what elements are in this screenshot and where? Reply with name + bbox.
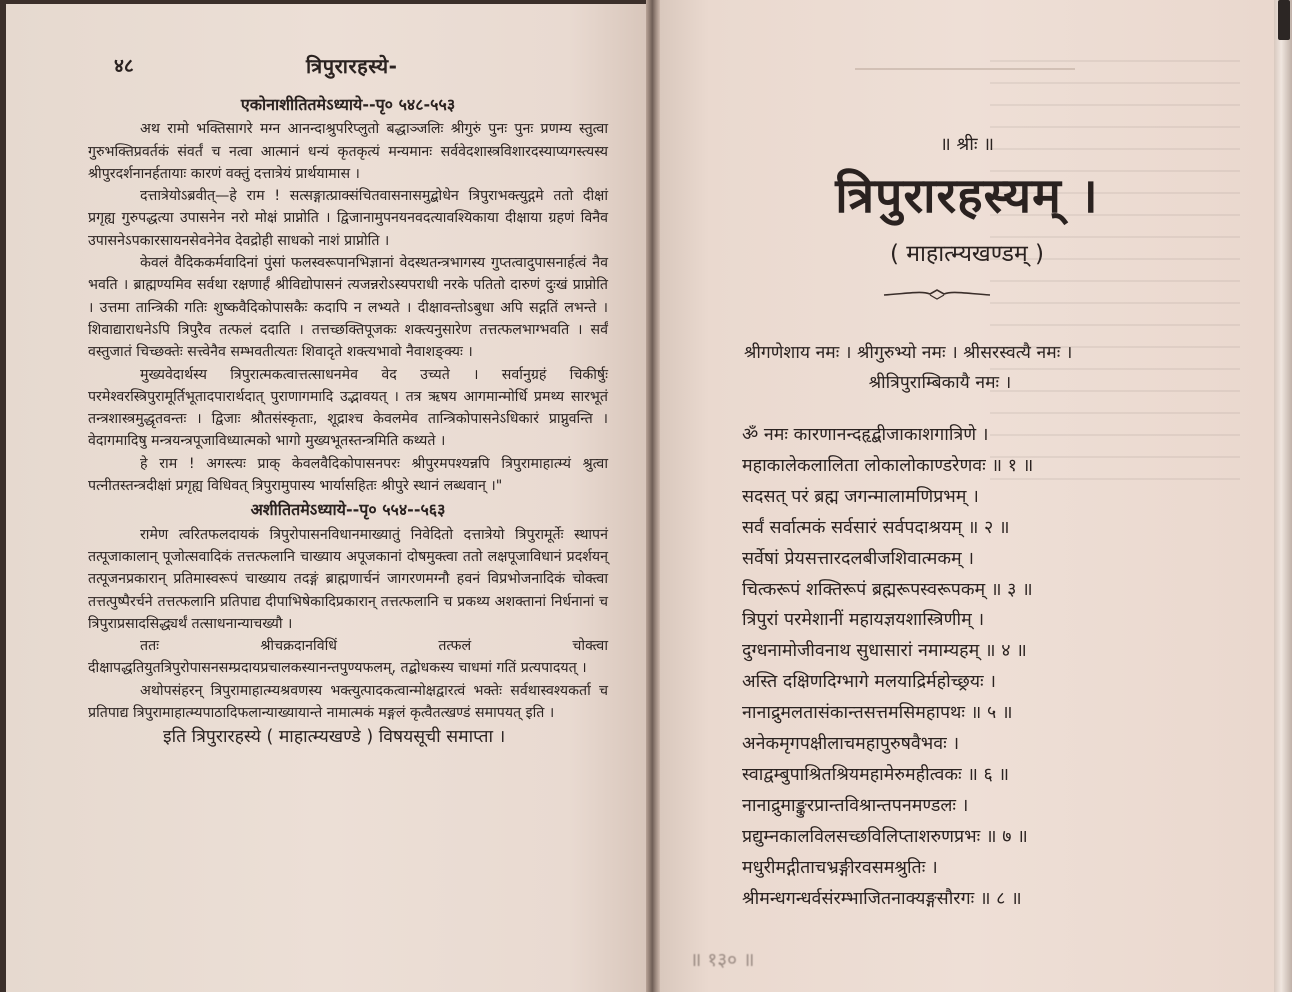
page-footer: ॥ १३० ॥ xyxy=(690,949,755,971)
paragraph: दत्तात्रेयोऽब्रवीत्—हे राम ! सत्सङ्गात्प्राक्संचितवासनासमुद्बोधेन त्रिपुराभक्त्युद्गमे ततो दीक्षां प्रगृह्य गुरुपद्धत्या उपासनेन नरो मोक्षं प्राप्नोति । द्विजानामुपनयनवदत्यावश्यिकाया दीक्षाया ग्रहणं विनैव उपासनेऽपकारसायनसेवनेनेव देवद्रोही साधको नाशं प्राप्नोति । xyxy=(88,188,608,249)
verse-line: नानाद्रुमाङ्कुरप्रान्तविश्रान्तपनमण्डलः । xyxy=(742,794,969,816)
verse-line: त्रिपुरां परमेशानीं महायज्ञयशास्त्रिणीम् । xyxy=(742,609,985,631)
page-number: ४८ xyxy=(114,55,134,77)
verse-line: महाकालेकलालिता लोकालोकाण्डरेणवः ॥ १ ॥ xyxy=(742,454,1034,476)
right-page xyxy=(660,0,1274,992)
paragraph: मुख्यवेदार्थस्य त्रिपुरात्मकत्वात्तत्साधनमेव वेद उच्यते । सर्वानुग्रहं चिकीर्षुः परमेश्वरस्त्रिपुरामूर्तिभूतादपारार्थदात् पुराणागमादि उद्भावयत् । तत्र ऋषय आगमान्मोर्धि प्रमथ्य सारभूतं तन्त्रशास्त्रमुद्धृतवन्तः । द्विजाः श्रौतसंस्कृताः, शूद्राश्च केवलमेव तान्त्रिकोपासनेऽधिकारं प्राप्नुवन्ति । वेदागमादिषु मन्त्रयन्त्रपूजाविध्यात्मको भागो मुख्यभूतस्तन्त्रमिति कथ्यते । xyxy=(88,366,608,450)
invocation-line: श्रीगणेशाय नमः । श्रीगुरुभ्यो नमः । श्रीसरस्वत्यै नमः । xyxy=(744,343,1073,363)
page-tab xyxy=(1278,0,1290,40)
colophon: इति त्रिपुरारहस्ये ( माहात्म्यखण्डे ) विषयसूची समाप्ता । xyxy=(163,727,506,748)
paragraph: केवलं वैदिककर्मवादिनां पुंसां फलस्वरूपानभिज्ञानां वेदस्थतन्त्रभागस्य गुप्तत्वादुपासनार्हत्वं नैव भवति । ब्राह्मण्यमिव सर्वथा रक्षणार्हं श्रीविद्योपासनं त्यजन्नरोऽस्यपराधी नरके पतितो दारुणं दुःखं प्राप्नोति । उत्तमा तान्त्रिकी गतिः शुष्कवैदिकोपासकैः कदापि न लभ्यते । दीक्षावन्तोऽबुधा अपि सद्गतिं लभन्ते । शिवाद्याराधनेऽपि त्रिपुरैव तत्फलं ददाति । तत्तच्छक्तिपूजकः शक्त्यनुसारेण तत्तत्फलभाग्भवति । सर्वं वस्तुजातं चिच्छक्तेः सत्त्वेनैव सम्भवतीत्यतः शिवादृते शक्त्यभावो नैवाशङ्क्यः । xyxy=(88,255,608,361)
verse-line: चित्करूपं शक्तिरूपं ब्रह्मरूपस्वरूपकम् ॥ ३ ॥ xyxy=(742,578,1033,600)
subtitle: ( माहात्म्यखण्डम् ) xyxy=(890,241,1044,267)
paragraph: ततः श्रीचक्रदानविधिं तत्फलं चोक्त्वा दीक्षापद्धतियुतत्रिपुरोपासनसम्प्रदायप्रचालकस्यानन्तपुण्यफलम्, तद्बोधकस्य चाधमां गतिं प्रत्यपादयत् । xyxy=(88,638,608,677)
main-title: त्रिपुरारहस्यम् । xyxy=(835,168,1099,224)
divider-ornament-icon xyxy=(882,286,992,302)
shri-invocation: ॥ श्रीः ॥ xyxy=(939,134,995,155)
verse-line: मधुरीमद्गीताचभ्रङ्गीरवसमश्रुतिः । xyxy=(742,856,938,878)
verse-line: अस्ति दक्षिणदिग्भागे मलयाद्रिर्महोच्छ्रयः । xyxy=(742,671,996,693)
verse-line: ॐ नमः कारणानन्दहृद्बीजाकाशगात्रिणे । xyxy=(742,424,989,445)
verse-line: सर्वेषां प्रेयसत्तारदलबीजशिवात्मकम् । xyxy=(742,547,975,569)
verse-line: सर्वं सर्वात्मकं सर्वसारं सर्वपदाश्रयम् ॥ २ ॥ xyxy=(742,516,1010,538)
paragraph: अथोपसंहरन् त्रिपुरामाहात्म्यश्रवणस्य भक्त्युत्पादकत्वान्मोक्षद्वारत्वं भक्तेः सर्वथास्वश्यकर्ता च प्रतिपाद्य त्रिपुरामाहात्म्यपाठादिफलान्याख्यायान्ते नामात्मकं मङ्गलं कृत्वैतत्खण्डं समापयत् इति । xyxy=(88,682,608,722)
invocation-block xyxy=(744,338,1136,398)
verse-line: प्रद्युम्नकालविलसच्छविलिप्ताशरुणप्रभः ॥ ७ ॥ xyxy=(742,825,1028,847)
verse-line: दुग्धनामोजीवनाथ सुधासारां नमाम्यहम् ॥ ४ ॥ xyxy=(742,640,1027,662)
faint-top-ornament-icon xyxy=(850,57,1080,81)
page-edge xyxy=(1274,0,1292,992)
verse-block xyxy=(742,420,1162,915)
chapter-heading: अशीतितमेऽध्याये--पृ० ५५४--५६३ xyxy=(250,500,446,520)
book-gutter xyxy=(646,0,660,992)
chapter-heading: एकोनाशीतितमेऽध्याये--पृ० ५४८-५५३ xyxy=(240,95,456,114)
verse-line: नानाद्रुमलतासंकान्तसत्तमसिमहापथः ॥ ५ ॥ xyxy=(742,702,1013,724)
paragraph: अथ रामो भक्तिसागरे मग्न आनन्दाश्रुपरिप्लुतो बद्धाञ्जलिः श्रीगुरुं पुनः पुनः प्रणम्य स्तुत्वा गुरुभक्तिप्रवर्तकं संवर्तं च नत्वा आत्मानं धन्यं कृतकृत्यं मन्यमानः सर्ववेदशास्त्रविशारदस्याप्यगस्त्यस्य श्रीपुरदर्शनानर्हतायाः कारणं वक्तुं दत्तात्रेयं प्रार्थयामास । xyxy=(88,121,608,182)
show-through-text xyxy=(990,60,1240,480)
running-title: त्रिपुरारहस्ये- xyxy=(306,54,398,78)
left-page-header xyxy=(6,46,646,82)
paragraph: रामेण त्वरितफलदायकं त्रिपुरोपासनविधानमाख्यातुं निवेदितो दत्तात्रेयो त्रिपुरामूर्तेः स्थापनं तत्पूजाकालान् पूजोत्सवादिकं तत्तत्फलानि चाख्याय अपूजकानां दोषमुक्त्वा ततो लक्षपूजाविधानं प्रदर्शयन् तत्पूजनप्रकारान् प्रतिमास्वरूपं चाख्याय तदङ्गं ब्राह्मणार्चनं जागरणमग्नौ हवनं विप्रभोजनादिकं चोक्त्वा तत्तत्पुष्पैरर्चने तत्तत्फलानि प्रतिपाद्य दीपाभिषेकादिप्रकारान् तत्तत्फलानि च प्रकथ्य अशक्तानां निर्धनानां च त्रिपुराप्रसादसिद्ध्यर्थं तत्साधनान्याचख्यौ । xyxy=(88,526,608,632)
left-page-body xyxy=(88,92,608,749)
invocation-line: श्रीत्रिपुराम्बिकायै नमः । xyxy=(868,373,1012,393)
verse-line: सदसत् परं ब्रह्म जगन्मालामणिप्रभम् । xyxy=(742,485,979,507)
paragraph: हे राम ! अगस्त्यः प्राक् केवलवैदिकोपासनपरः श्रीपुरमपश्यन्नपि त्रिपुरामाहात्म्यं श्रुत्वा पत्नीतस्तन्त्रदीक्षां प्रगृह्य विधिवत् त्रिपुरामुपास्य भार्यासहितः श्रीपुरे स्थानं लब्धवान् ।" xyxy=(88,455,608,495)
verse-line: श्रीमन्धगन्धर्वसंरम्भाजितनाक्यङ्गसौरगः ॥ ८ ॥ xyxy=(742,887,1022,909)
verse-line: अनेकमृगपक्षीलाचमहापुरुषवैभवः । xyxy=(742,733,960,755)
left-page xyxy=(6,4,646,992)
verse-line: स्वाद्वम्बुपाश्रितश्रियमहामेरुमहीत्वकः ॥ ६ ॥ xyxy=(742,763,1010,785)
